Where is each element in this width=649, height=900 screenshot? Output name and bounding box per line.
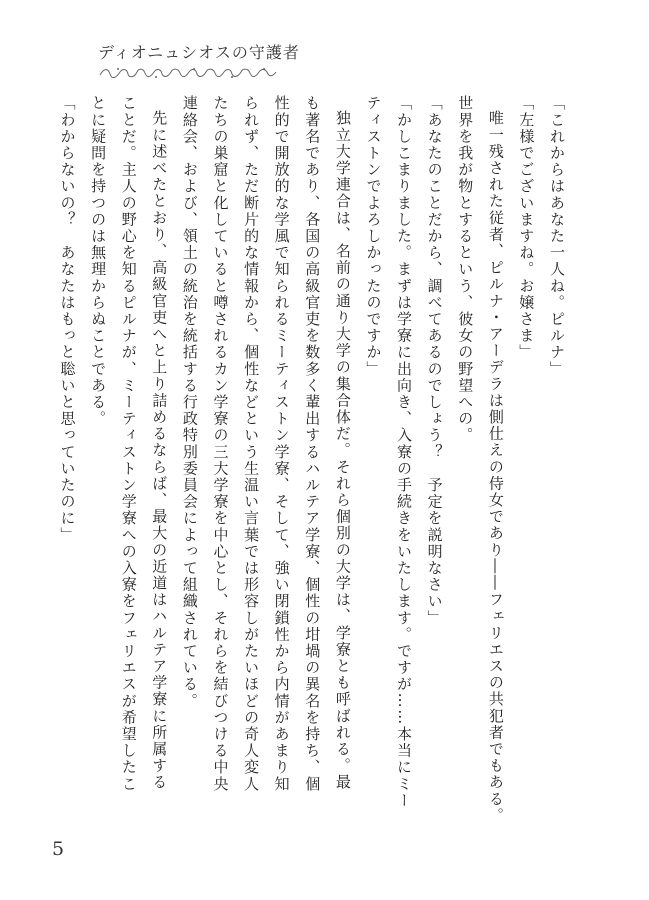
running-header <box>98 40 300 63</box>
text-line: 「これからはあなた一人ね。ピルナ」 <box>548 95 566 378</box>
text-line: たちの巣窟と化していると噂されるカン学寮の三大学寮を中心とし、それらを結びつける中央 <box>211 95 230 793</box>
text-line: 世界を我が物とするという、彼女の野望への。 <box>456 95 475 444</box>
text-line: 「あなたのことだから、調べてあるのでしょう？ 予定を説明なさい」 <box>425 95 444 627</box>
text-line: 先に述べたとおり、高級官吏へと上り詰めるならば、最大の近道はハルテア学寮に所属する <box>150 110 169 791</box>
text-line: 唯一残された従者、ピルナ・アーデラは側仕えの侍女であり――フェリエスの共犯者でもある。 <box>486 110 505 824</box>
text-line: 連絡会、および、領土の統治を統括する行政特別委員会によって組織されている。 <box>180 95 199 710</box>
decorative-flourish-icon <box>98 66 278 80</box>
text-line: ことだ。主人の野心を知るピルナが、ミーティストン学寮への入寮をフェリエスが希望したこ <box>119 95 138 793</box>
running-title: ディオニュシオスの守護者 <box>98 43 300 62</box>
text-line: 性的で開放的な学風で知られるミーティストン学寮、そして、強い閉鎖性から内情があまり知 <box>272 95 291 793</box>
text-line: 「かしこまりました。まずは学寮に出向き、入寮の手続きをいたします。ですが……本当にミー <box>395 95 414 809</box>
body-text <box>58 95 572 840</box>
text-line: 「わからないの？ あなたはもっと聡いと思っていたのに」 <box>58 95 77 544</box>
page-number: 5 <box>52 838 65 860</box>
text-line: 「左様でございますね。お嬢さま」 <box>517 95 536 361</box>
text-line: とに疑問を持つのは無理からぬことである。 <box>89 95 108 427</box>
text-line: ティストンでよろしかったのですか」 <box>364 95 383 378</box>
text-line: られず、ただ断片的な情報から、個性などという生温い言葉では形容しがたいほどの奇人変人 <box>242 95 261 793</box>
text-line: 独立大学連合は、名前の通り大学の集合体だ。それら個別の大学は、学寮とも呼ばれる。最 <box>333 110 352 791</box>
text-line: も著名であり、各国の高級官吏を数多く輩出するハルテア学寮、個性の坩堝の異名を持ち、個 <box>303 95 322 793</box>
